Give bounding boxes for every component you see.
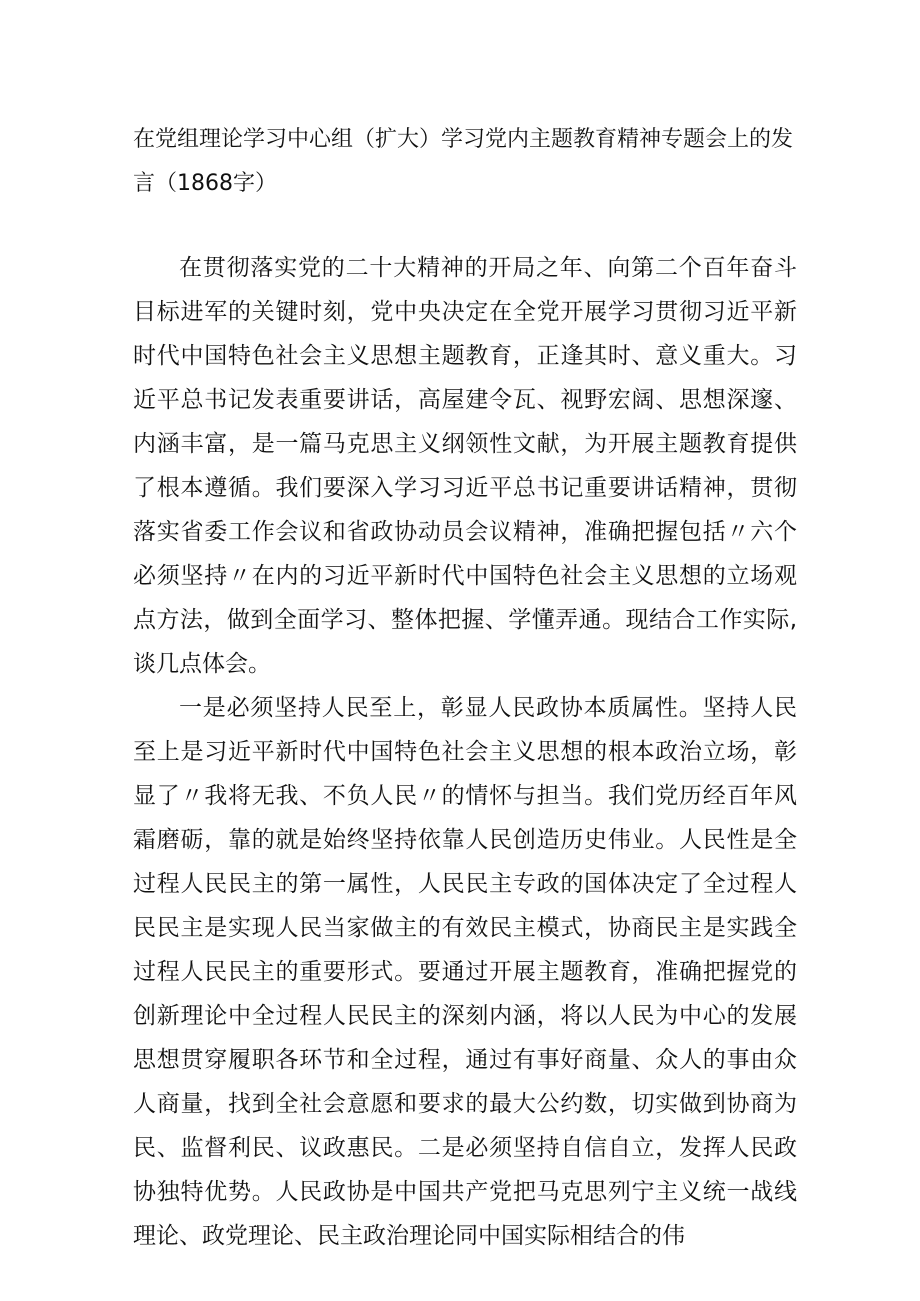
paragraph-point-one: 一是必须坚持人民至上，彰显人民政协本质属性。坚持人民至上是习近平新时代中国特色社会主义思想的根本政治立场，彰显了〃我将无我、不负人民〃的情怀与担当。我们党历经百年风霜磨砺，靠的就是始终坚持依靠人民创造历史伟业。人民性是全过程人民民主的第一属性，人民民主专政的国体决定了全过程人民民主是实现人民当家做主的有效民主模式，协商民主是实践全过程人民民主的重要形式。要通过开展主题教育，准确把握党的创新理论中全过程人民民主的深刻内涵，将以人民为中心的发展思想贯穿履职各环节和全过程，通过有事好商量、众人的事由众人商量，找到全社会意愿和要求的最大公约数，切实做到协商为民、监督利民、议政惠民。二是必须坚持自信自立，发挥人民政协独特优势。人民政协是中国共产党把马克思列宁主义统一战线理论、政党理论、民主政治理论同中国实际相结合的伟 [133, 695, 797, 1249]
paragraph-intro: 在贯彻落实党的二十大精神的开局之年、向第二个百年奋斗目标进军的关键时刻，党中央决定在全党开展学习贯彻习近平新时代中国特色社会主义思想主题教育，正逢其时、意义重大。习近平总书记发表重要讲话，高屋建令瓦、视野宏阔、思想深邃、内涵丰富，是一篇马克思主义纲领性文献，为开展主题教育提供了根本遵循。我们要深入学习习近平总书记重要讲话精神，贯彻落实省委工作会议和省政协动员会议精神，准确把握包括〃六个必须坚持〃在内的习近平新时代中国特色社会主义思想的立场观点方法，做到全面学习、整体把握、学懂弄通。现结合工作实际,谈几点体会。 [133, 255, 797, 677]
document-title: 在党组理论学习中心组（扩大）学习党内主题教育精神专题会上的发言（1868字） [133, 127, 794, 196]
document-body [133, 246, 797, 1258]
